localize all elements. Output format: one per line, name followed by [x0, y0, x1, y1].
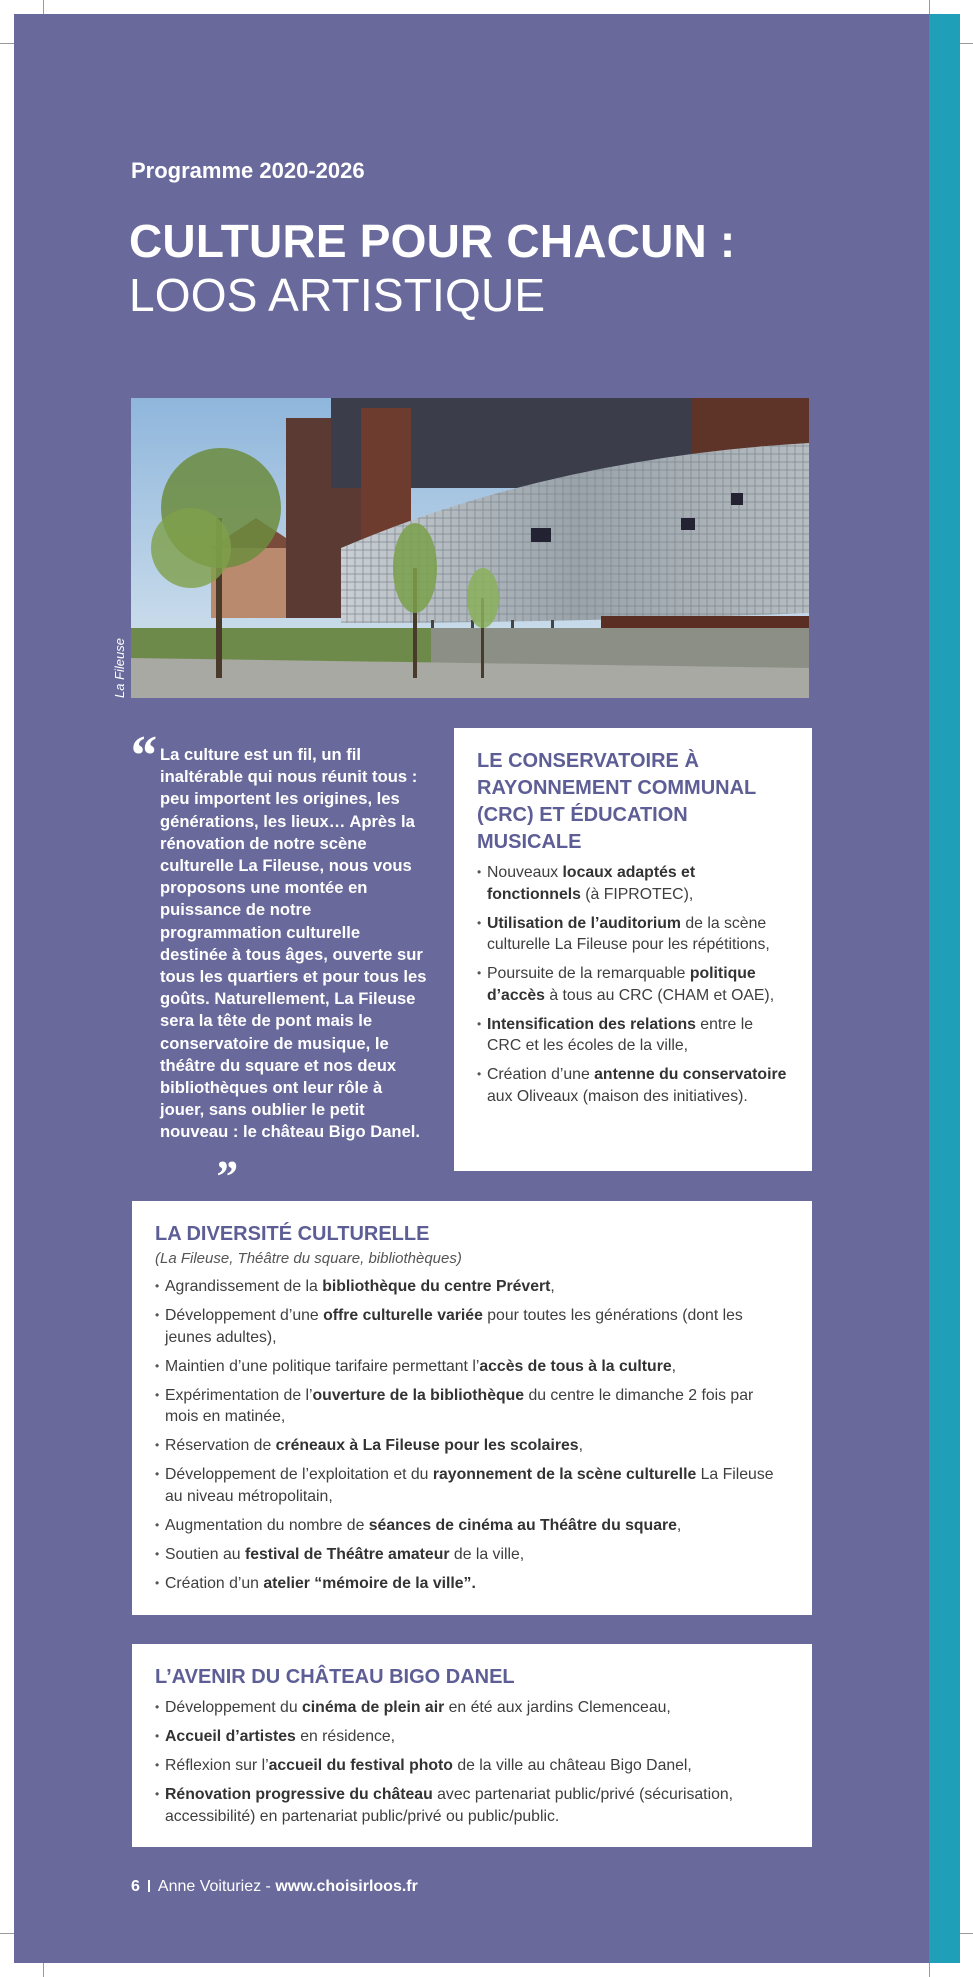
building-photo: [131, 398, 809, 698]
building-illustration: [131, 398, 809, 698]
list-item: • Expérimentation de l’ouverture de la bibliothèque du centre le dimanche 2 fois par mois en matinée,: [155, 1385, 790, 1428]
list-item: • Création d’un atelier “mémoire de la ville”.: [155, 1573, 790, 1595]
list-item: • Intensification des relations entre le CRC et les écoles de la ville,: [477, 1014, 790, 1057]
chateau-list: [155, 1697, 790, 1827]
list-item: • Développement de l’exploitation et du rayonnement de la scène culturelle La Fileuse au niveau métropolitain,: [155, 1464, 790, 1507]
list-item: • Nouveaux locaux adaptés et fonctionnels (à FIPROTEC),: [477, 862, 790, 905]
conservatoire-heading: LE CONSERVATOIRE À RAYONNEMENT COMMUNAL (CRC) ET ÉDUCATION MUSICALE: [477, 750, 756, 853]
footer-author: Anne Voituriez -: [157, 1878, 276, 1895]
quote-close-mark: „: [218, 1127, 241, 1178]
list-item: • Création d’une antenne du conservatoire aux Oliveaux (maison des initiatives).: [477, 1064, 790, 1107]
list-item: • Augmentation du nombre de séances de cinéma au Théâtre du square,: [155, 1515, 790, 1537]
list-item: • Utilisation de l’auditorium de la scène culturelle La Fileuse pour les répétitions,: [477, 913, 790, 956]
quote-open-mark: “: [128, 725, 156, 787]
chateau-box: [132, 1644, 812, 1847]
programme-label: Programme 2020-2026: [131, 158, 365, 183]
list-item: • Soutien au festival de Théâtre amateur de la ville,: [155, 1544, 790, 1566]
page-title-line1: CULTURE POUR CHACUN :: [129, 215, 736, 267]
list-item: • Maintien d’une politique tarifaire permettant l’accès de tous à la culture,: [155, 1356, 790, 1378]
list-item: • Réservation de créneaux à La Fileuse pour les scolaires,: [155, 1435, 790, 1457]
photo-caption: La Fileuse: [112, 638, 127, 698]
list-item: • Agrandissement de la bibliothèque du centre Prévert,: [155, 1276, 790, 1298]
list-item: • Développement d’une offre culturelle variée pour toutes les générations (dont les jeunes adultes),: [155, 1305, 790, 1348]
list-item: • Poursuite de la remarquable politique d’accès à tous au CRC (CHAM et OAE),: [477, 963, 790, 1006]
chateau-heading: L’AVENIR DU CHÂTEAU BIGO DANEL: [155, 1666, 515, 1688]
accent-stripe: [929, 14, 960, 1963]
diversite-box: [132, 1201, 812, 1615]
list-item: • Réflexion sur l’accueil du festival photo de la ville au château Bigo Danel,: [155, 1755, 790, 1777]
list-item: • Développement du cinéma de plein air en été aux jardins Clemenceau,: [155, 1697, 790, 1719]
conservatoire-list: [477, 862, 790, 1107]
diversite-subheading: (La Fileuse, Théâtre du square, bibliothèques): [155, 1250, 462, 1267]
footer-url[interactable]: www.choisirloos.fr: [275, 1878, 418, 1895]
list-item: • Accueil d’artistes en résidence,: [155, 1726, 790, 1748]
conservatoire-box: [454, 728, 812, 1171]
diversite-list: [155, 1276, 790, 1594]
diversite-heading: LA DIVERSITÉ CULTURELLE: [155, 1223, 430, 1245]
mayor-quote: La culture est un fil, un fil inaltérable qui nous réunit tous : peu importent les origines, les générations, les lieux… Après la rénovation de notre scène culturelle La Fileuse, nous vous proposons une montée en puissance de notre programmation culturelle destinée à tous âges, ouverte sur tous les quartiers et pour tous les goûts. Naturellement, La Fileuse sera la tête de pont mais le conservatoire de musique, le théâtre du square et nos deux bibliothèques ont leur rôle à jouer, sans oublier le petit nouveau : le château Bigo Danel.: [160, 745, 427, 1142]
footer-separator: [148, 1880, 150, 1892]
page-number: 6: [131, 1878, 140, 1895]
page-title-line2: LOOS ARTISTIQUE: [129, 269, 546, 321]
list-item: • Rénovation progressive du château avec partenariat public/privé (sécurisation, accessibilité) en partenariat public/privé ou public/public.: [155, 1784, 790, 1827]
page-title: [129, 214, 735, 322]
page-footer: [131, 1878, 418, 1896]
